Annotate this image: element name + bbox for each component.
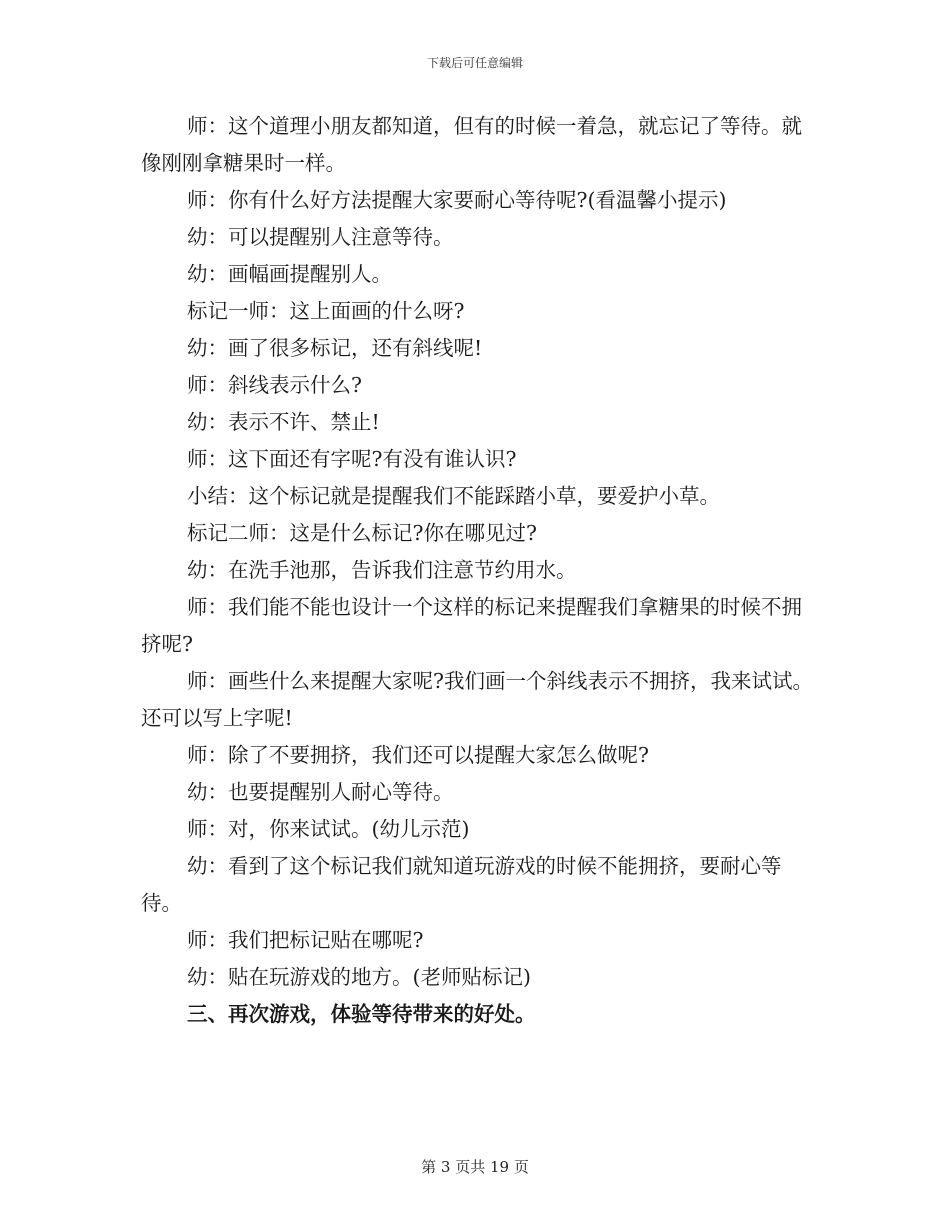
paragraph: 师：我们把标记贴在哪呢? <box>187 928 424 952</box>
paragraph: 幼：表示不许、禁止! <box>187 410 380 434</box>
paragraph: 师：这个道理小朋友都知道，但有的时候一着急，就忘记了等待。就像刚刚拿糖果时一样。 <box>141 114 802 175</box>
paragraph: 幼：也要提醒别人耐心等待。 <box>187 780 454 804</box>
paragraph: 幼：可以提醒别人注意等待。 <box>187 225 454 249</box>
paragraph: 幼：贴在玩游戏的地方。(老师贴标记) <box>187 965 531 989</box>
paragraph: 师：我们能不能也设计一个这样的标记来提醒我们拿糖果的时候不拥挤呢? <box>141 595 802 656</box>
paragraph: 小结：这个标记就是提醒我们不能踩踏小草，要爱护小草。 <box>187 484 720 508</box>
paragraph: 幼：在洗手池那，告诉我们注意节约用水。 <box>187 558 577 582</box>
paragraph: 幼：看到了这个标记我们就知道玩游戏的时候不能拥挤，要耐心等待。 <box>141 854 782 915</box>
paragraph: 幼：画幅画提醒别人。 <box>187 262 392 286</box>
paragraph: 师：除了不要拥挤，我们还可以提醒大家怎么做呢? <box>187 743 649 767</box>
paragraph: 师：你有什么好方法提醒大家要耐心等待呢?(看温馨小提示) <box>187 188 727 212</box>
document-body <box>141 108 821 1033</box>
paragraph: 幼：画了很多标记，还有斜线呢! <box>187 336 483 360</box>
page-footer: 第 3 页共 19 页 <box>421 1158 529 1176</box>
paragraph: 师：这下面还有字呢?有没有谁认识? <box>187 447 517 471</box>
paragraph: 师：对，你来试试。(幼儿示范) <box>187 817 470 841</box>
paragraph: 师：画些什么来提醒大家呢?我们画一个斜线表示不拥挤，我来试试。还可以写上字呢! <box>141 669 813 730</box>
paragraph: 标记一师：这上面画的什么呀? <box>187 299 465 323</box>
section-heading: 三、再次游戏，体验等待带来的好处。 <box>187 1002 536 1026</box>
paragraph: 标记二师：这是什么标记?你在哪见过? <box>187 521 537 545</box>
page-header: 下载后可任意编辑 <box>426 56 523 70</box>
paragraph: 师：斜线表示什么? <box>187 373 362 397</box>
